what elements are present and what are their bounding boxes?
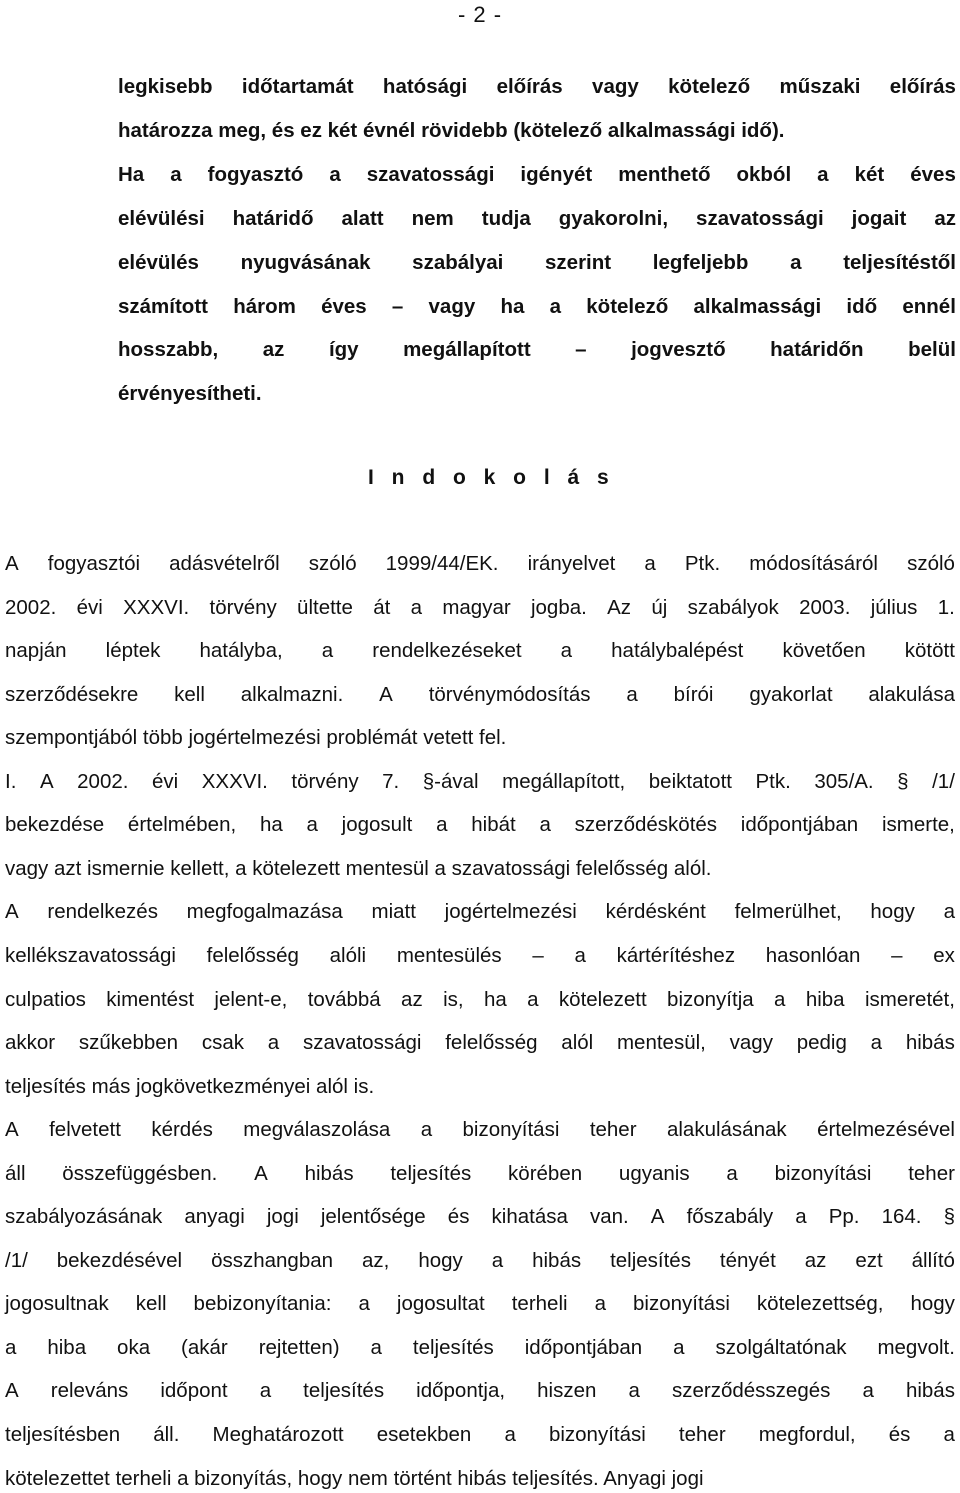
body-line: szempontjából több jogértelmezési problémát vetett fel. xyxy=(5,726,507,750)
body-line: kellékszavatossági felelősség alóli mentesülés – a kártérítéshez hasonlóan – ex xyxy=(5,943,955,967)
quote-line: elévülés nyugvásának szabályai szerint legfeljebb a teljesítéstől xyxy=(118,250,956,274)
body-line: A felvetett kérdés megválaszolása a bizonyítási teher alakulásának értelmezésével xyxy=(5,1118,955,1142)
body-line: szabályozásának anyagi jogi jelentősége és kihatása van. A főszabály a Pp. 164. § xyxy=(5,1205,955,1229)
body-line: I. A 2002. évi XXXVI. törvény 7. §-ával megállapított, beiktatott Ptk. 305/A. § /1/ xyxy=(5,769,955,793)
body-line: kötelezettet terheli a bizonyítás, hogy nem történt hibás teljesítés. Anyagi jogi xyxy=(5,1466,704,1490)
body-line: bekezdése értelmében, ha a jogosult a hibát a szerződéskötés időpontjában ismerte, xyxy=(5,813,955,837)
body-line: A fogyasztói adásvételről szóló 1999/44/EK. irányelvet a Ptk. módosításáról szóló xyxy=(5,552,955,575)
quote-line: Ha a fogyasztó a szavatossági igényét menthető okból a két éves xyxy=(118,162,956,186)
page-number: - 2 - xyxy=(457,2,503,27)
body-line: akkor szűkebben csak a szavatossági felelősség alól mentesül, vagy pedig a hibás xyxy=(5,1031,955,1055)
section-heading: I n d o k o l á s xyxy=(368,466,615,489)
body-line: A rendelkezés megfogalmazása miatt jogértelmezési kérdésként felmerülhet, hogy a xyxy=(5,900,955,924)
quote-line: határozza meg, és ez két évnél rövidebb (kötelező alkalmassági idő). xyxy=(118,118,785,142)
body-line: teljesítés más jogkövetkezményei alól is. xyxy=(5,1074,375,1098)
body-line: A releváns időpont a teljesítés időpontja, hiszen a szerződésszegés a hibás xyxy=(5,1379,955,1403)
quote-line: számított három éves – vagy ha a kötelező alkalmassági idő ennél xyxy=(118,294,956,318)
body-line: teljesítésben áll. Meghatározott esetekben a bizonyítási teher megfordul, és a xyxy=(5,1423,955,1446)
quote-line: elévülési határidő alatt nem tudja gyakorolni, szavatossági jogait az xyxy=(118,206,956,230)
body-line: áll összefüggésben. A hibás teljesítés körében ugyanis a bizonyítási teher xyxy=(5,1161,955,1185)
body-line: a hiba oka (akár rejtetten) a teljesítés időpontjában a szolgáltatónak megvolt. xyxy=(5,1335,955,1359)
body-line: vagy azt ismernie kellett, a kötelezett mentesül a szavatossági felelősség alól. xyxy=(5,856,712,880)
quote-line: legkisebb időtartamát hatósági előírás vagy kötelező műszaki előírás xyxy=(118,75,956,98)
body-line: napján léptek hatályba, a rendelkezéseket a hatálybalépést követően kötött xyxy=(5,639,955,663)
quote-line: hosszabb, az így megállapított – jogvesztő határidőn belül xyxy=(118,338,956,362)
body-line: /1/ bekezdésével összhangban az, hogy a hibás teljesítés tényét az ezt állító xyxy=(5,1248,955,1272)
body-line: jogosultnak kell bebizonyítania: a jogosultat terheli a bizonyítási kötelezettség, hogy xyxy=(5,1292,955,1316)
body-line: 2002. évi XXXVI. törvény ültette át a magyar jogba. Az új szabályok 2003. július 1. xyxy=(5,595,955,619)
body-line: szerződésekre kell alkalmazni. A törvénymódosítás a bírói gyakorlat alakulása xyxy=(5,682,955,706)
body-line: culpatios kimentést jelent-e, továbbá az is, ha a kötelezett bizonyítja a hiba ismeretét, xyxy=(5,987,955,1011)
quote-line: érvényesítheti. xyxy=(118,382,262,406)
